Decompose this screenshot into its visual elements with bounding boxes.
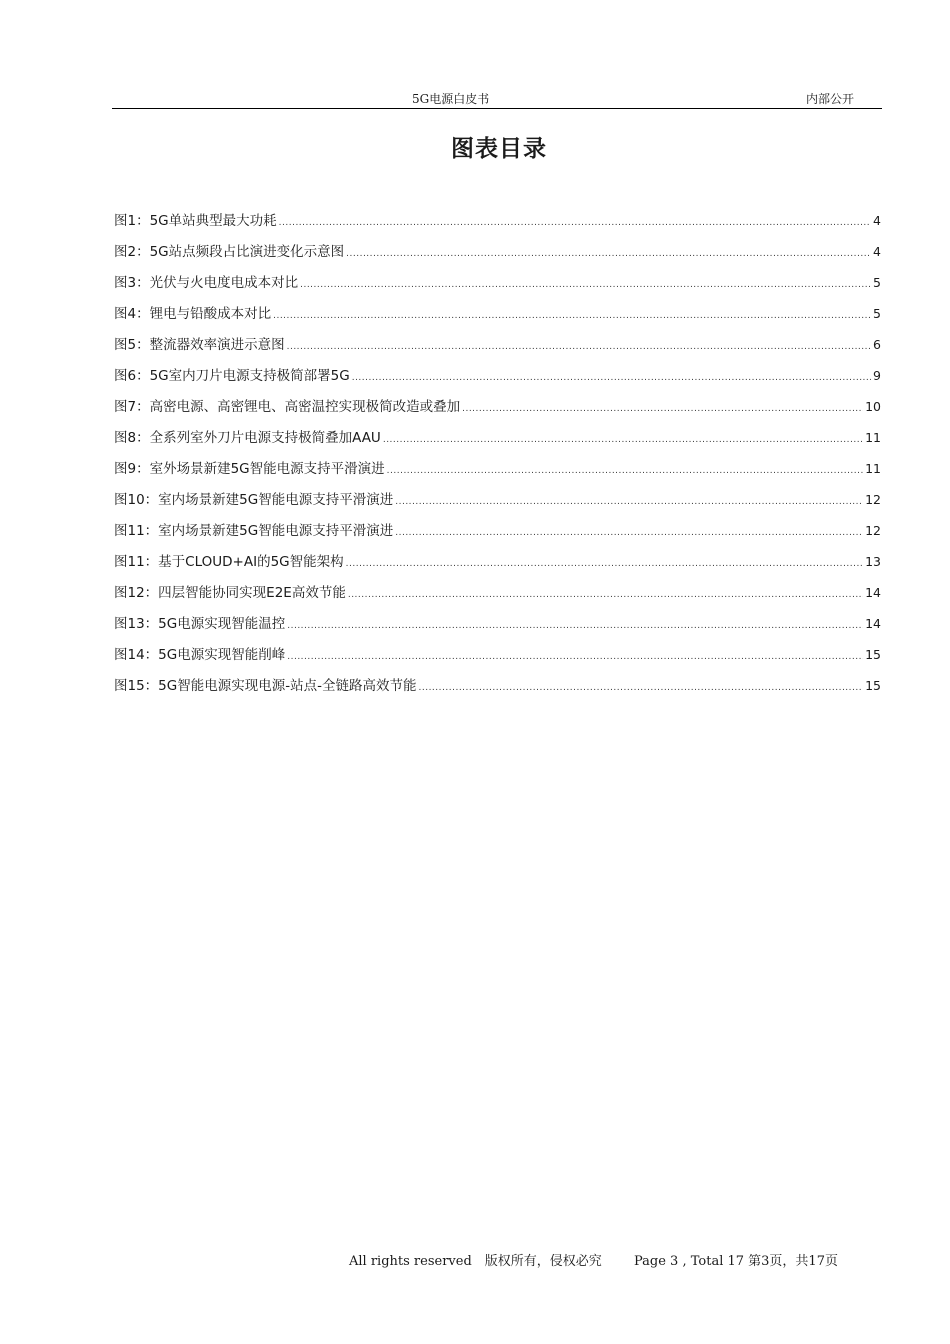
toc-entry-page[interactable]: 14 — [865, 585, 881, 600]
toc-entry-page[interactable]: 15 — [865, 678, 881, 693]
toc-entry-label[interactable]: 图6：5G室内刀片电源支持极简部署5G — [114, 368, 350, 384]
toc-entry-label[interactable]: 图4：锂电与铅酸成本对比 — [114, 306, 272, 322]
toc-entry-page[interactable]: 4 — [873, 213, 881, 228]
toc-entry[interactable] — [114, 209, 881, 240]
page-title: 图表目录 — [451, 136, 547, 162]
toc-entry[interactable] — [114, 519, 881, 550]
toc-entry[interactable] — [114, 581, 881, 612]
toc-entry[interactable] — [114, 271, 881, 302]
toc-entry-label[interactable]: 图10：室内场景新建5G智能电源支持平滑演进 — [114, 492, 394, 508]
toc-entry-label[interactable]: 图5：整流器效率演进示意图 — [114, 337, 285, 353]
toc-entry-label[interactable]: 图3：光伏与火电度电成本对比 — [114, 275, 299, 291]
toc-dot-leader — [287, 342, 871, 352]
toc-entry[interactable] — [114, 643, 881, 674]
page-header — [112, 88, 882, 109]
toc-entry[interactable] — [114, 674, 881, 705]
toc-entry-label[interactable]: 图8：全系列室外刀片电源支持极简叠加AAU — [114, 430, 381, 446]
toc-entry-page[interactable]: 12 — [865, 492, 881, 507]
toc-entry-page[interactable]: 10 — [865, 399, 881, 414]
toc-entry[interactable] — [114, 395, 881, 426]
toc-entry[interactable] — [114, 302, 881, 333]
header-doc-title: 5G电源白皮书 — [412, 92, 490, 106]
toc-dot-leader — [395, 497, 863, 507]
toc-dot-leader — [348, 590, 863, 600]
toc-entry-page[interactable]: 5 — [873, 275, 881, 290]
toc-entry-label[interactable]: 图7：高密电源、高密锂电、高密温控实现极简改造或叠加 — [114, 399, 461, 415]
toc-entry-page[interactable]: 6 — [873, 337, 881, 352]
toc-entry-page[interactable]: 5 — [873, 306, 881, 321]
toc-entry-label[interactable]: 图2：5G站点频段占比演进变化示意图 — [114, 244, 345, 260]
toc-entry[interactable] — [114, 550, 881, 581]
toc-dot-leader — [387, 466, 863, 476]
toc-entry-page[interactable]: 14 — [865, 616, 881, 631]
toc-entry-page[interactable]: 11 — [865, 461, 881, 476]
toc-entry-label[interactable]: 图9：室外场景新建5G智能电源支持平滑演进 — [114, 461, 385, 477]
toc-dot-leader — [352, 373, 871, 383]
table-of-figures — [114, 209, 881, 705]
toc-entry[interactable] — [114, 488, 881, 519]
toc-entry-label[interactable]: 图1：5G单站典型最大功耗 — [114, 213, 277, 229]
header-classification: 内部公开 — [805, 92, 854, 106]
toc-entry-label[interactable]: 图15：5G智能电源实现电源-站点-全链路高效节能 — [114, 678, 417, 694]
footer-page-info: Page 3 , Total 17 第3页，共17页 — [634, 1254, 838, 1269]
toc-dot-leader — [418, 683, 863, 693]
toc-dot-leader — [395, 528, 863, 538]
toc-entry[interactable] — [114, 364, 881, 395]
toc-dot-leader — [346, 559, 863, 569]
toc-entry[interactable] — [114, 457, 881, 488]
toc-dot-leader — [279, 218, 871, 228]
footer-rights: All rights reserved 版权所有，侵权必究 — [349, 1254, 602, 1269]
toc-dot-leader — [300, 280, 871, 290]
toc-entry-page[interactable]: 4 — [873, 244, 881, 259]
toc-entry-label[interactable]: 图13：5G电源实现智能温控 — [114, 616, 286, 632]
toc-entry-page[interactable]: 15 — [865, 647, 881, 662]
toc-dot-leader — [462, 404, 863, 414]
toc-entry-label[interactable]: 图11：室内场景新建5G智能电源支持平滑演进 — [114, 523, 394, 539]
toc-entry[interactable] — [114, 240, 881, 271]
toc-entry[interactable] — [114, 333, 881, 364]
toc-entry-page[interactable]: 12 — [865, 523, 881, 538]
toc-entry[interactable] — [114, 612, 881, 643]
toc-entry-page[interactable]: 13 — [865, 554, 881, 569]
toc-entry-label[interactable]: 图12：四层智能协同实现E2E高效节能 — [114, 585, 346, 601]
toc-dot-leader — [287, 621, 863, 631]
toc-dot-leader — [383, 435, 863, 445]
toc-dot-leader — [273, 311, 871, 321]
toc-dot-leader — [287, 652, 863, 662]
toc-entry-label[interactable]: 图14：5G电源实现智能削峰 — [114, 647, 286, 663]
toc-entry-page[interactable]: 9 — [873, 368, 881, 383]
toc-entry-label[interactable]: 图11：基于CLOUD+AI的5G智能架构 — [114, 554, 344, 570]
toc-entry-page[interactable]: 11 — [865, 430, 881, 445]
toc-entry[interactable] — [114, 426, 881, 457]
toc-dot-leader — [346, 249, 871, 259]
